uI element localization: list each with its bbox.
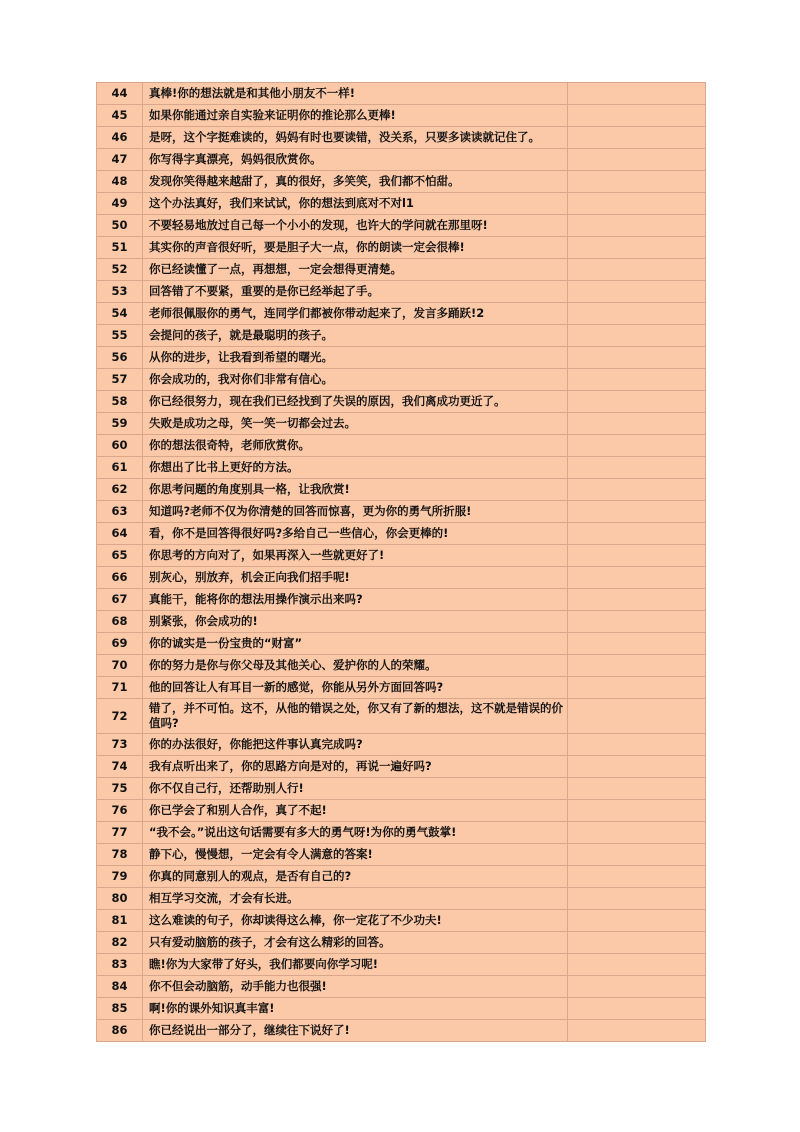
praise-text: 相互学习交流，才会有长进。 — [142, 888, 567, 910]
table-row — [97, 998, 706, 1020]
empty-cell — [568, 888, 706, 910]
empty-cell — [568, 105, 706, 127]
table-row — [97, 105, 706, 127]
empty-cell — [568, 457, 706, 479]
empty-cell — [568, 866, 706, 888]
table-row — [97, 237, 706, 259]
empty-cell — [568, 611, 706, 633]
table-row — [97, 347, 706, 369]
row-number: 77 — [97, 822, 143, 844]
table-row — [97, 910, 706, 932]
table-row — [97, 215, 706, 237]
praise-text: 我有点听出来了，你的思路方向是对的，再说一遍好吗? — [142, 756, 567, 778]
empty-cell — [568, 193, 706, 215]
praise-text: 如果你能通过亲自实验来证明你的推论那么更棒! — [142, 105, 567, 127]
praise-text: 这么难读的句子，你却读得这么棒，你一定花了不少功夫! — [142, 910, 567, 932]
empty-cell — [568, 932, 706, 954]
empty-cell — [568, 655, 706, 677]
praise-text: 啊!你的课外知识真丰富! — [142, 998, 567, 1020]
empty-cell — [568, 83, 706, 105]
empty-cell — [568, 215, 706, 237]
row-number: 83 — [97, 954, 143, 976]
table-row — [97, 954, 706, 976]
empty-cell — [568, 127, 706, 149]
praise-text: 失败是成功之母，笑一笑一切都会过去。 — [142, 413, 567, 435]
empty-cell — [568, 259, 706, 281]
empty-cell — [568, 171, 706, 193]
praise-text: 你思考问题的角度别具一格，让我欣赏! — [142, 479, 567, 501]
row-number: 58 — [97, 391, 143, 413]
praise-text: 你会成功的，我对你们非常有信心。 — [142, 369, 567, 391]
row-number: 49 — [97, 193, 143, 215]
praise-text: 知道吗?老师不仅为你清楚的回答而惊喜，更为你的勇气所折服! — [142, 501, 567, 523]
row-number: 67 — [97, 589, 143, 611]
praise-text: 你写得字真漂亮，妈妈很欣赏你。 — [142, 149, 567, 171]
row-number: 70 — [97, 655, 143, 677]
praise-text: 回答错了不要紧，重要的是你已经举起了手。 — [142, 281, 567, 303]
table-row — [97, 611, 706, 633]
praise-text: 你已学会了和别人合作，真了不起! — [142, 800, 567, 822]
praise-text: 看，你不是回答得很好吗?多给自己一些信心，你会更棒的! — [142, 523, 567, 545]
empty-cell — [568, 778, 706, 800]
praise-text: 你的诚实是一份宝贵的“财富” — [142, 633, 567, 655]
table-row — [97, 501, 706, 523]
praise-text: 他的回答让人有耳目一新的感觉，你能从另外方面回答吗? — [142, 677, 567, 699]
table-row — [97, 435, 706, 457]
empty-cell — [568, 633, 706, 655]
table-row — [97, 259, 706, 281]
row-number: 79 — [97, 866, 143, 888]
empty-cell — [568, 347, 706, 369]
row-number: 55 — [97, 325, 143, 347]
row-number: 44 — [97, 83, 143, 105]
praise-text: 静下心，慢慢想，一定会有令人满意的答案! — [142, 844, 567, 866]
row-number: 76 — [97, 800, 143, 822]
table-row — [97, 633, 706, 655]
empty-cell — [568, 954, 706, 976]
praise-text: 从你的进步，让我看到希望的曙光。 — [142, 347, 567, 369]
row-number: 51 — [97, 237, 143, 259]
table-row — [97, 457, 706, 479]
empty-cell — [568, 734, 706, 756]
row-number: 82 — [97, 932, 143, 954]
row-number: 85 — [97, 998, 143, 1020]
empty-cell — [568, 149, 706, 171]
row-number: 86 — [97, 1020, 143, 1042]
empty-cell — [568, 391, 706, 413]
praise-text: 真棒!你的想法就是和其他小朋友不一样! — [142, 83, 567, 105]
table-row — [97, 822, 706, 844]
empty-cell — [568, 545, 706, 567]
praise-table — [96, 82, 706, 1042]
row-number: 68 — [97, 611, 143, 633]
table-row — [97, 479, 706, 501]
table-row — [97, 149, 706, 171]
praise-text: 你已经很努力，现在我们已经找到了失误的原因，我们离成功更近了。 — [142, 391, 567, 413]
empty-cell — [568, 800, 706, 822]
empty-cell — [568, 976, 706, 998]
empty-cell — [568, 413, 706, 435]
row-number: 57 — [97, 369, 143, 391]
row-number: 66 — [97, 567, 143, 589]
empty-cell — [568, 237, 706, 259]
praise-text: 别灰心，别放弃，机会正向我们招手呢! — [142, 567, 567, 589]
table-row — [97, 734, 706, 756]
table-row — [97, 866, 706, 888]
empty-cell — [568, 567, 706, 589]
praise-text: 你不但会动脑筋，动手能力也很强! — [142, 976, 567, 998]
table-row — [97, 369, 706, 391]
empty-cell — [568, 822, 706, 844]
praise-text: 你已经读懂了一点，再想想，一定会想得更清楚。 — [142, 259, 567, 281]
row-number: 73 — [97, 734, 143, 756]
praise-text: 你的想法很奇特，老师欣赏你。 — [142, 435, 567, 457]
praise-text: 其实你的声音很好听，要是胆子大一点，你的朗读一定会很棒! — [142, 237, 567, 259]
row-number: 72 — [97, 699, 143, 734]
row-number: 47 — [97, 149, 143, 171]
praise-table-sheet — [96, 82, 706, 1042]
row-number: 71 — [97, 677, 143, 699]
table-row — [97, 844, 706, 866]
row-number: 53 — [97, 281, 143, 303]
table-row — [97, 756, 706, 778]
table-row — [97, 888, 706, 910]
table-row — [97, 413, 706, 435]
table-row — [97, 778, 706, 800]
table-row — [97, 655, 706, 677]
table-row — [97, 391, 706, 413]
empty-cell — [568, 1020, 706, 1042]
empty-cell — [568, 998, 706, 1020]
table-row — [97, 976, 706, 998]
row-number: 78 — [97, 844, 143, 866]
praise-text: “我不会。”说出这句话需要有多大的勇气呀!为你的勇气鼓掌! — [142, 822, 567, 844]
row-number: 74 — [97, 756, 143, 778]
row-number: 56 — [97, 347, 143, 369]
praise-table-body — [97, 83, 706, 1042]
empty-cell — [568, 303, 706, 325]
praise-text: 你想出了比书上更好的方法。 — [142, 457, 567, 479]
table-row — [97, 932, 706, 954]
praise-text: 是呀，这个字挺难读的，妈妈有时也要读错，没关系，只要多读读就记住了。 — [142, 127, 567, 149]
row-number: 80 — [97, 888, 143, 910]
row-number: 63 — [97, 501, 143, 523]
praise-text: 错了，并不可怕。这不，从他的错误之处，你又有了新的想法，这不就是错误的价值吗? — [142, 699, 567, 734]
row-number: 69 — [97, 633, 143, 655]
praise-text: 瞧!你为大家带了好头，我们都要向你学习呢! — [142, 954, 567, 976]
row-number: 52 — [97, 259, 143, 281]
table-row — [97, 677, 706, 699]
empty-cell — [568, 325, 706, 347]
empty-cell — [568, 369, 706, 391]
praise-text: 你真的同意别人的观点，是否有自己的? — [142, 866, 567, 888]
praise-text: 你的努力是你与你父母及其他关心、爱护你的人的荣耀。 — [142, 655, 567, 677]
empty-cell — [568, 589, 706, 611]
praise-text: 你的办法很好，你能把这件事认真完成吗? — [142, 734, 567, 756]
table-row — [97, 193, 706, 215]
table-row — [97, 127, 706, 149]
praise-text: 这个办法真好，我们来试试，你的想法到底对不对l1 — [142, 193, 567, 215]
empty-cell — [568, 756, 706, 778]
row-number: 64 — [97, 523, 143, 545]
praise-text: 别紧张，你会成功的! — [142, 611, 567, 633]
table-row — [97, 171, 706, 193]
empty-cell — [568, 281, 706, 303]
row-number: 75 — [97, 778, 143, 800]
praise-text: 你不仅自己行，还帮助别人行! — [142, 778, 567, 800]
table-row — [97, 545, 706, 567]
praise-text: 你已经说出一部分了，继续往下说好了! — [142, 1020, 567, 1042]
table-row — [97, 325, 706, 347]
table-row — [97, 281, 706, 303]
table-row — [97, 523, 706, 545]
table-row — [97, 303, 706, 325]
empty-cell — [568, 479, 706, 501]
empty-cell — [568, 677, 706, 699]
row-number: 65 — [97, 545, 143, 567]
row-number: 84 — [97, 976, 143, 998]
praise-text: 不要轻易地放过自己每一个小小的发现，也许大的学问就在那里呀! — [142, 215, 567, 237]
praise-text: 只有爱动脑筋的孩子，才会有这么精彩的回答。 — [142, 932, 567, 954]
empty-cell — [568, 523, 706, 545]
praise-text: 发现你笑得越来越甜了，真的很好，多笑笑，我们都不怕甜。 — [142, 171, 567, 193]
row-number: 50 — [97, 215, 143, 237]
row-number: 61 — [97, 457, 143, 479]
table-row — [97, 567, 706, 589]
table-row — [97, 800, 706, 822]
row-number: 48 — [97, 171, 143, 193]
row-number: 62 — [97, 479, 143, 501]
praise-text: 老师很佩服你的勇气，连同学们都被你带动起来了，发言多踊跃!2 — [142, 303, 567, 325]
praise-text: 会提问的孩子，就是最聪明的孩子。 — [142, 325, 567, 347]
praise-text: 你思考的方向对了，如果再深入一些就更好了! — [142, 545, 567, 567]
table-row — [97, 699, 706, 734]
empty-cell — [568, 501, 706, 523]
row-number: 45 — [97, 105, 143, 127]
praise-text: 真能干，能将你的想法用操作演示出来吗? — [142, 589, 567, 611]
row-number: 54 — [97, 303, 143, 325]
row-number: 81 — [97, 910, 143, 932]
empty-cell — [568, 910, 706, 932]
empty-cell — [568, 435, 706, 457]
table-row — [97, 83, 706, 105]
row-number: 60 — [97, 435, 143, 457]
row-number: 46 — [97, 127, 143, 149]
empty-cell — [568, 699, 706, 734]
table-row — [97, 589, 706, 611]
empty-cell — [568, 844, 706, 866]
table-row — [97, 1020, 706, 1042]
row-number: 59 — [97, 413, 143, 435]
